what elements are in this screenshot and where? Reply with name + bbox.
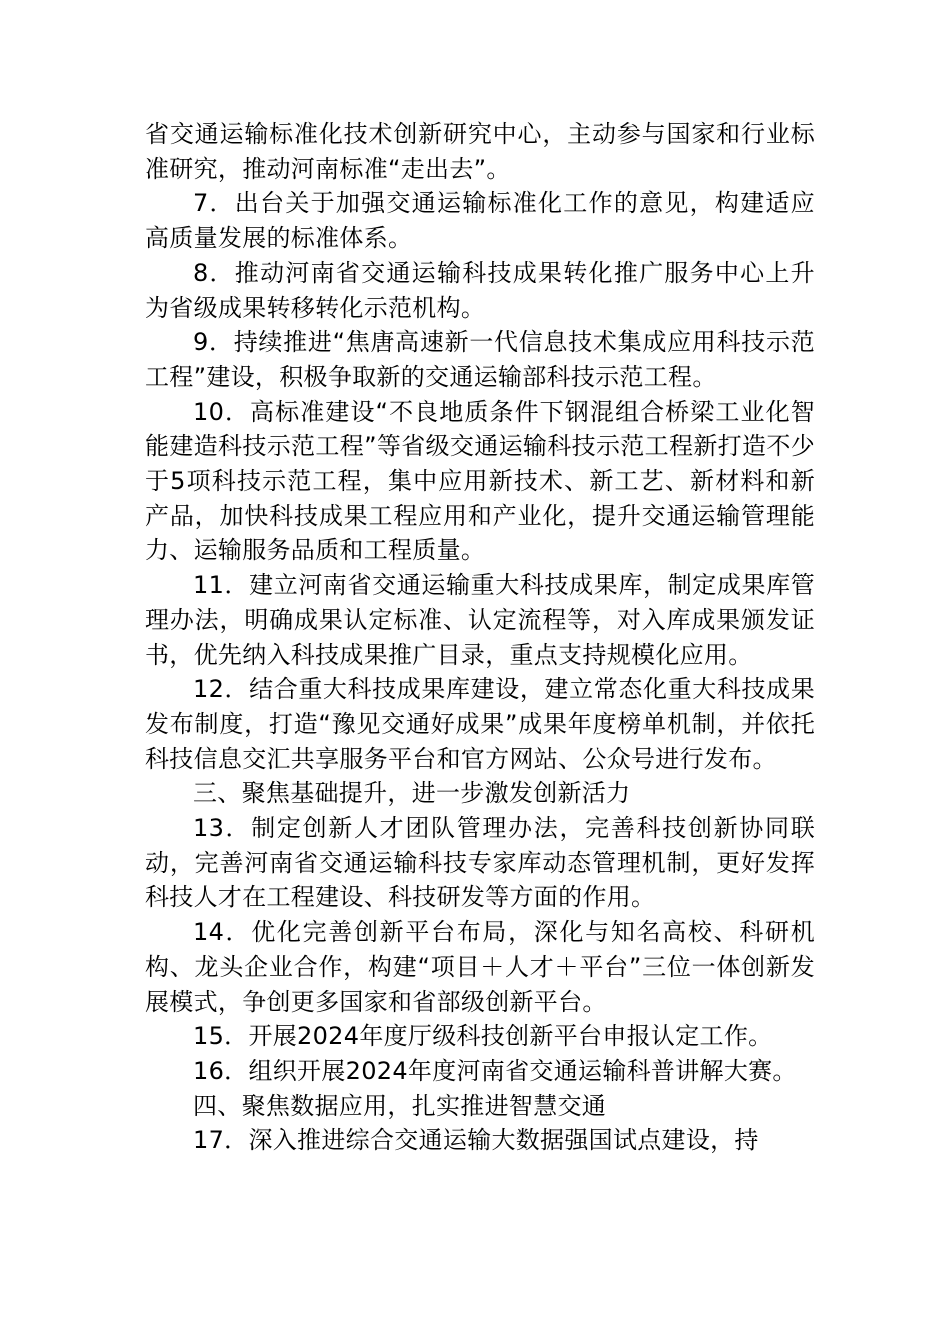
paragraph-item-13: 13．制定创新人才团队管理办法，完善科技创新协同联动，完善河南省交通运输科技专家库动态管理机制，更好发挥科技人才在工程建设、科技研发等方面的作用。	[145, 814, 815, 912]
document-page	[145, 117, 815, 1158]
paragraph-item-8: 8．推动河南省交通运输科技成果转化推广服务中心上升为省级成果转移转化示范机构。	[145, 258, 815, 322]
paragraph-item-16: 16．组织开展2024年度河南省交通运输科普讲解大赛。	[193, 1056, 797, 1085]
paragraph-item-10: 10．高标准建设“不良地质条件下钢混组合桥梁工业化智能建造科技示范工程”等省级交通运输科技示范工程新打造不少于5项科技示范工程，集中应用新技术、新工艺、新材料和新产品，加快科技成果工程应用和产业化，提升交通运输管理能力、运输服务品质和工程质量。	[145, 397, 815, 565]
paragraph-item-15: 15．开展2024年度厅级科技创新平台申报认定工作。	[193, 1022, 773, 1051]
section-heading-3: 三、聚焦基础提升，进一步激发创新活力	[193, 779, 631, 808]
section-heading-4: 四、聚焦数据应用，扎实推进智慧交通	[193, 1091, 607, 1120]
paragraph-item-17: 17．深入推进综合交通运输大数据强国试点建设，持	[193, 1126, 759, 1155]
paragraph-item-12: 12．结合重大科技成果库建设，建立常态化重大科技成果发布制度，打造“豫见交通好成果”成果年度榜单机制，并依托科技信息交汇共享服务平台和官方网站、公众号进行发布。	[145, 675, 815, 773]
paragraph-item-7: 7．出台关于加强交通运输标准化工作的意见，构建适应高质量发展的标准体系。	[145, 189, 815, 253]
paragraph-continuation: 省交通运输标准化技术创新研究中心，主动参与国家和行业标准研究，推动河南标准“走出去”。	[145, 120, 815, 183]
paragraph-item-14: 14．优化完善创新平台布局，深化与知名高校、科研机构、龙头企业合作，构建“项目＋人才＋平台”三位一体创新发展模式，争创更多国家和省部级创新平台。	[145, 918, 815, 1016]
paragraph-item-11: 11．建立河南省交通运输重大科技成果库，制定成果库管理办法，明确成果认定标准、认定流程等，对入库成果颁发证书，优先纳入科技成果推广目录，重点支持规模化应用。	[145, 571, 815, 669]
paragraph-item-9: 9．持续推进“焦唐高速新一代信息技术集成应用科技示范工程”建设，积极争取新的交通运输部科技示范工程。	[145, 328, 815, 391]
